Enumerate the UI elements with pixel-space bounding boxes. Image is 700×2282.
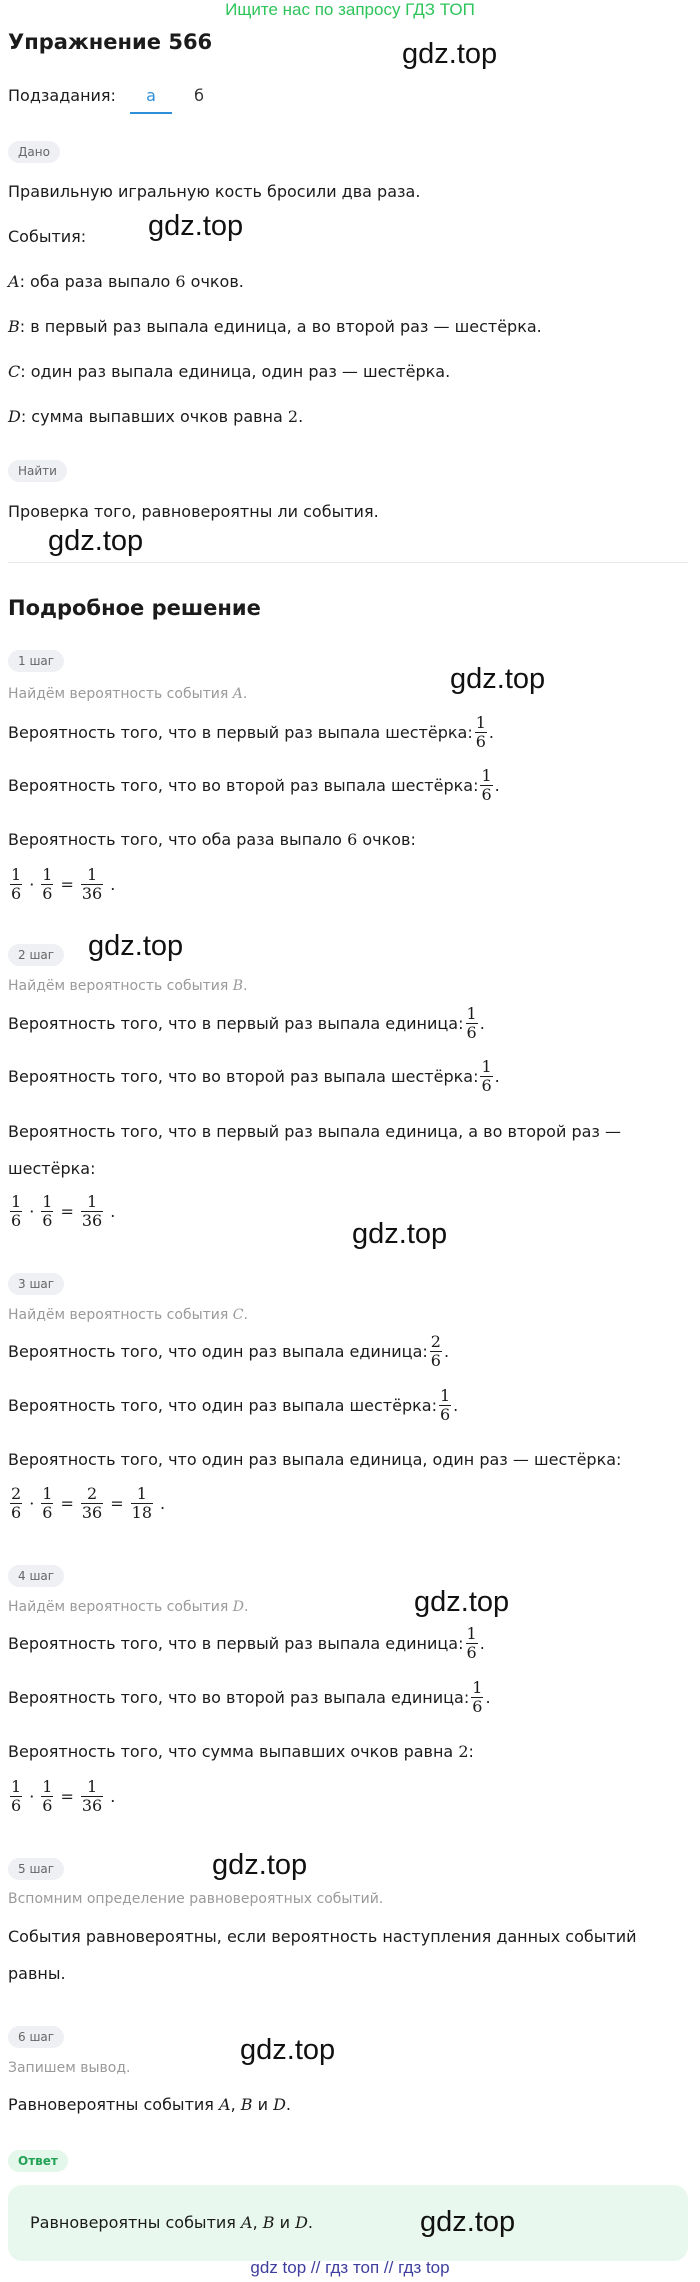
- event-number: 6: [175, 272, 186, 291]
- denominator: 6: [430, 1351, 441, 1370]
- step-final: Вероятность того, что в первый раз выпала единица, а во второй раз —: [8, 1122, 621, 1141]
- event-c: [8, 360, 450, 384]
- step-hint: Найдём вероятность события B.: [8, 978, 248, 994]
- denominator: 36: [81, 1503, 103, 1522]
- events-label: События:: [8, 227, 87, 246]
- watermark: gdz.top: [450, 663, 546, 695]
- step-hint-text: Найдём вероятность события: [8, 1307, 233, 1323]
- denominator: 36: [81, 1796, 103, 1815]
- denominator: 6: [466, 1643, 477, 1662]
- step-line-text: Вероятность того, что во второй раз выпала шестёрка:: [8, 775, 479, 795]
- numerator: 1: [136, 1484, 147, 1503]
- step-hint-var: D: [232, 1599, 244, 1615]
- fraction: [41, 866, 53, 903]
- step-hint: Найдём вероятность события A.: [8, 686, 248, 702]
- fraction: [41, 1778, 53, 1815]
- step-line-text: Вероятность того, что один раз выпала единица:: [8, 1341, 428, 1361]
- denominator: 6: [481, 785, 492, 804]
- watermark: gdz.top: [88, 930, 184, 962]
- event-text: .: [298, 407, 304, 426]
- step-hint-var: A: [232, 686, 243, 702]
- step-line-text: Вероятность того, что в первый раз выпала единица:: [8, 1633, 464, 1653]
- event-var: C: [8, 362, 21, 381]
- find-text: Проверка того, равновероятны ли события.: [8, 502, 379, 521]
- event-var: B: [240, 2095, 253, 2114]
- answer-pill: Ответ: [8, 2150, 68, 2172]
- numerator: 1: [439, 1386, 451, 1405]
- promo-banner[interactable]: Ищите нас по запросу ГДЗ ТОП: [225, 0, 475, 19]
- fraction: [10, 1485, 22, 1522]
- step-final-text: Вероятность того, что сумма выпавших очков равна: [8, 1742, 459, 1761]
- numerator: 1: [466, 1624, 477, 1643]
- fraction: [475, 714, 487, 751]
- numerator: 1: [86, 1777, 98, 1796]
- numerator: 1: [481, 766, 492, 785]
- event-var: D: [273, 2095, 286, 2114]
- fraction: [466, 1625, 478, 1662]
- denominator: 6: [42, 884, 53, 903]
- numerator: 1: [466, 1004, 477, 1023]
- divider: [8, 562, 688, 563]
- step-final-text: очков:: [357, 830, 416, 849]
- numerator: 1: [42, 1484, 53, 1503]
- numerator: 1: [42, 865, 53, 884]
- solution-title: Подробное решение: [8, 596, 261, 620]
- denominator: 6: [466, 1023, 477, 1042]
- denominator: 36: [81, 884, 103, 903]
- event-text: : в первый раз выпала единица, а во второй раз — шестёрка.: [19, 317, 542, 336]
- event-a: [8, 270, 244, 294]
- numerator: 1: [11, 1192, 22, 1211]
- step-hint-text: Найдём вероятность события: [8, 1599, 233, 1615]
- denominator: 6: [42, 1796, 53, 1815]
- numerator: 1: [86, 1192, 98, 1211]
- denominator: 6: [11, 1211, 22, 1230]
- page-title: Упражнение 566: [8, 30, 213, 54]
- numerator: 1: [481, 1057, 492, 1076]
- step-line-text: Вероятность того, что один раз выпала шестёрка:: [8, 1395, 437, 1415]
- step-final-text: :: [468, 1742, 474, 1761]
- subtask-tab-b[interactable]: б: [194, 86, 204, 105]
- denominator: 6: [11, 1503, 22, 1522]
- step-pill: 1 шаг: [8, 650, 64, 672]
- step-pill: 3 шаг: [8, 1273, 64, 1295]
- denominator: 6: [42, 1503, 53, 1522]
- event-var: A: [241, 2213, 253, 2232]
- fraction: [131, 1485, 153, 1522]
- denominator: 6: [11, 884, 22, 903]
- watermark: gdz.top: [420, 2206, 516, 2238]
- event-b: [8, 315, 542, 339]
- subtask-tab-a[interactable]: а: [146, 86, 156, 105]
- step-hint-var: B: [232, 978, 244, 994]
- fraction: [81, 1193, 103, 1230]
- fraction: [480, 1058, 492, 1095]
- step-text: События равновероятны, если вероятность наступления данных событий: [8, 1927, 637, 1946]
- step-line-text: Вероятность того, что в первый раз выпала единица:: [8, 1013, 464, 1033]
- step-pill: 4 шаг: [8, 1565, 64, 1587]
- find-pill: Найти: [8, 460, 67, 482]
- step-pill: 6 шаг: [8, 2026, 64, 2048]
- numerator: 2: [11, 1484, 22, 1503]
- watermark: gdz.top: [48, 525, 144, 557]
- step-hint-text: Найдём вероятность события: [8, 686, 233, 702]
- step-pill: 2 шаг: [8, 944, 64, 966]
- step-hint: Запишем вывод.: [8, 2060, 131, 2076]
- fraction: [480, 767, 492, 804]
- step-line-text: Вероятность того, что в первый раз выпала шестёрка:: [8, 722, 473, 742]
- step-text: равны.: [8, 1964, 66, 1983]
- watermark: gdz.top: [212, 1849, 308, 1881]
- active-tab-indicator: [130, 112, 172, 114]
- step-line: Вероятность того, что во второй раз выпала единица: $\frac{1}{6}$ .: [8, 1678, 491, 1716]
- equation: $\frac{1}{6}$ · $\frac{1}{6}$ = $\frac{1}{36}$ .: [11, 1192, 116, 1230]
- subtasks-label: Подзадания:: [8, 86, 116, 105]
- numerator: 1: [475, 713, 486, 732]
- event-text: : оба раза выпало: [19, 272, 176, 291]
- step-hint-text: Найдём вероятность события: [8, 978, 233, 994]
- numerator: 2: [430, 1332, 441, 1351]
- fraction: [81, 1485, 103, 1522]
- fraction: [41, 1485, 53, 1522]
- denominator: 6: [11, 1796, 22, 1815]
- watermark: gdz.top: [402, 38, 498, 70]
- fraction: [10, 866, 22, 903]
- watermark: gdz.top: [240, 2034, 336, 2066]
- watermark: gdz.top: [352, 1218, 448, 1250]
- numerator: 2: [86, 1484, 98, 1503]
- step-hint: Вспомним определение равновероятных событий.: [8, 1891, 384, 1907]
- denominator: 6: [42, 1211, 53, 1230]
- fraction: [10, 1193, 22, 1230]
- step-line: Вероятность того, что во второй раз выпала шестёрка: $\frac{1}{6}$ .: [8, 1057, 500, 1095]
- numerator: 1: [86, 865, 98, 884]
- conjunction: и: [252, 2095, 274, 2114]
- denominator: 6: [475, 732, 486, 751]
- numerator: 1: [472, 1678, 483, 1697]
- conclusion-text: Равновероятны события: [8, 2095, 219, 2114]
- step-final-text: Вероятность того, что оба раза выпало: [8, 830, 348, 849]
- event-d: [8, 405, 303, 429]
- event-var: D: [8, 407, 21, 426]
- given-pill: Дано: [8, 141, 60, 163]
- fraction: [81, 1778, 103, 1815]
- step-line: Вероятность того, что один раз выпала единица: $\frac{2}{6}$ .: [8, 1332, 450, 1370]
- event-text: очков.: [185, 272, 244, 291]
- step-line: Вероятность того, что один раз выпала шестёрка: $\frac{1}{6}$ .: [8, 1386, 459, 1424]
- step-line: Вероятность того, что во второй раз выпала шестёрка: $\frac{1}{6}$ .: [8, 766, 500, 804]
- step-line: Вероятность того, что в первый раз выпала единица: $\frac{1}{6}$ .: [8, 1624, 485, 1662]
- step-final: шестёрка:: [8, 1159, 96, 1178]
- fraction: [81, 866, 103, 903]
- step-final: [8, 1740, 474, 1764]
- numerator: 1: [42, 1192, 53, 1211]
- watermark: gdz.top: [414, 1586, 510, 1618]
- fraction: [10, 1778, 22, 1815]
- event-var: B: [8, 317, 20, 336]
- footer-links[interactable]: gdz top // гдз топ // гдз top: [250, 2258, 450, 2277]
- numerator: 1: [42, 1777, 53, 1796]
- denominator: 6: [439, 1405, 451, 1424]
- fraction: [430, 1333, 442, 1370]
- equation: $\frac{2}{6}$ · $\frac{1}{6}$ = $\frac{2}{36}$ = $\frac{1}{18}$ .: [11, 1484, 166, 1522]
- event-var: A: [219, 2095, 231, 2114]
- step-final: [8, 828, 416, 852]
- denominator: 6: [481, 1076, 492, 1095]
- numerator: 1: [11, 1777, 22, 1796]
- watermark: gdz.top: [148, 210, 244, 242]
- conjunction: и: [274, 2213, 296, 2232]
- event-var: D: [295, 2213, 308, 2232]
- separator: ,: [230, 2095, 241, 2114]
- answer-prefix: Равновероятны события: [30, 2213, 241, 2232]
- fraction: [439, 1387, 451, 1424]
- event-text: : сумма выпавших очков равна: [20, 407, 288, 426]
- step-hint-var: C: [232, 1307, 244, 1323]
- step-hint: Найдём вероятность события C.: [8, 1307, 248, 1323]
- step-line-text: Вероятность того, что во второй раз выпала шестёрка:: [8, 1066, 479, 1086]
- given-intro: Правильную игральную кость бросили два раза.: [8, 182, 421, 201]
- fraction: [471, 1679, 483, 1716]
- event-number: 2: [287, 407, 299, 426]
- step-pill: 5 шаг: [8, 1858, 64, 1880]
- fraction: [466, 1005, 478, 1042]
- fraction: [41, 1193, 53, 1230]
- step-line-text: Вероятность того, что во второй раз выпала единица:: [8, 1687, 470, 1707]
- separator: ,: [252, 2213, 263, 2232]
- denominator: 36: [81, 1211, 103, 1230]
- step-line: Вероятность того, что в первый раз выпала шестёрка: $\frac{1}{6}$ .: [8, 713, 494, 751]
- conclusion: Равновероятны события A, B и D.: [8, 2095, 291, 2114]
- step-final-number: 6: [347, 830, 358, 849]
- step-final: Вероятность того, что один раз выпала единица, один раз — шестёрка:: [8, 1450, 622, 1469]
- answer-text: Равновероятны события A, B и D.: [30, 2213, 313, 2232]
- step-hint: Найдём вероятность события D.: [8, 1599, 249, 1615]
- event-text: : один раз выпала единица, один раз — шестёрка.: [20, 362, 451, 381]
- numerator: 1: [11, 865, 22, 884]
- denominator: 6: [472, 1697, 483, 1716]
- step-line: Вероятность того, что в первый раз выпала единица: $\frac{1}{6}$ .: [8, 1004, 485, 1042]
- event-var: B: [262, 2213, 275, 2232]
- step-final-number: 2: [458, 1742, 469, 1761]
- event-var: A: [8, 272, 20, 291]
- equation: $\frac{1}{6}$ · $\frac{1}{6}$ = $\frac{1}{36}$ .: [11, 1777, 116, 1815]
- denominator: 18: [131, 1503, 152, 1522]
- equation: $\frac{1}{6}$ · $\frac{1}{6}$ = $\frac{1}{36}$ .: [11, 865, 116, 903]
